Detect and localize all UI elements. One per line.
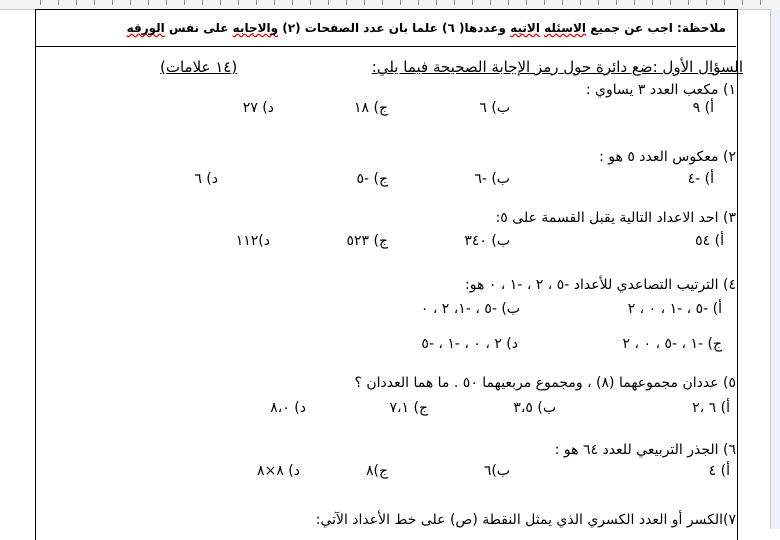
question-1-option-c[interactable]: ج) ١٨ <box>354 100 388 116</box>
ruler-tick <box>40 0 41 5</box>
ruler-tick <box>202 0 203 5</box>
note-text: اجب عن جميع <box>586 21 678 35</box>
question-3-option-d[interactable]: د)١١٢ <box>235 233 270 249</box>
ruler-tick <box>418 0 419 5</box>
question-3-option-a[interactable]: أ) ٥٤ <box>695 233 724 249</box>
question-2-option-a[interactable]: أ) -٤ <box>687 171 714 187</box>
question-3-option-b[interactable]: ب) ٣٤٠ <box>464 233 510 249</box>
ruler-tick <box>760 0 761 5</box>
ruler-tick <box>166 0 167 5</box>
note-text: على نفس <box>164 21 233 35</box>
note-divider <box>36 46 736 47</box>
ruler-tick <box>508 0 509 5</box>
ruler-tick <box>580 0 581 5</box>
question-5-option-b[interactable]: ب) ٣،٥ <box>513 400 556 416</box>
question-3-stem: ٣) احد الاعداد التالية يقبل القسمة على ٥: <box>495 210 736 226</box>
note-text: وعددها( ٦) علما بان عدد الصفحات (٢) <box>278 21 511 35</box>
ruler-tick <box>238 0 239 5</box>
ruler-tick <box>94 0 95 5</box>
section-instruction: ضع دائرة حول رمز الإجابة الصحيحة فيما يلي: <box>371 58 653 76</box>
note-word-misspelled: الاتيه <box>510 21 540 35</box>
question-2-option-b[interactable]: ب) -٦ <box>474 171 510 187</box>
question-1-option-b[interactable]: ب) ٦ <box>479 100 510 116</box>
question-1-option-d[interactable]: د) ٢٧ <box>242 100 274 116</box>
note-word-misspelled: والاجابه <box>232 21 279 35</box>
section-heading: السؤال الأول : <box>652 58 743 76</box>
ruler-tick <box>436 0 437 5</box>
ruler-tick <box>292 0 293 5</box>
ruler-tick <box>382 0 383 5</box>
question-2-option-d[interactable]: د) ٦ <box>194 171 218 187</box>
note-word-misspelled: الورقه <box>126 21 165 35</box>
ruler-tick <box>598 0 599 5</box>
question-6-stem: ٦) الجذر التربيعي للعدد ٦٤ هو : <box>554 442 736 458</box>
question-5-option-d[interactable]: د) ٨،٠ <box>270 400 306 416</box>
ruler-tick <box>364 0 365 5</box>
question-6-option-a[interactable]: أ) ٤ <box>708 463 730 479</box>
ruler-tick <box>526 0 527 5</box>
ruler-tick <box>328 0 329 5</box>
ruler-tick <box>688 0 689 5</box>
ruler-tick <box>544 0 545 5</box>
note-word-misspelled: الاسئله <box>544 21 587 35</box>
section-marks: (١٤ علامات) <box>160 58 238 76</box>
question-4-option-d[interactable]: د) ٢ ، ٠ ، -١ ، -٥ <box>421 336 518 352</box>
ruler-tick <box>472 0 473 5</box>
question-2-option-c[interactable]: ج) -٥ <box>356 171 388 187</box>
question-6-option-d[interactable]: د) ٨×٨ <box>257 463 300 479</box>
question-1-option-a[interactable]: أ) ٩ <box>692 100 714 116</box>
ruler-tick <box>670 0 671 5</box>
question-6-option-b[interactable]: ب)٦ <box>483 463 510 479</box>
question-4-option-b[interactable]: ب) -٥ ، -١، ٢ ، ٠ <box>420 301 520 317</box>
question-4-option-c[interactable]: ج) -١ ، -٥ ، ٠ ، ٢ <box>622 336 722 352</box>
question-5-option-a[interactable]: أ) ٦ ،٢ <box>692 400 730 416</box>
section-title <box>372 58 743 76</box>
question-4-stem: ٤) الترتيب التصاعدي للأعداد -٥ ، ٢ ، -١ ، ٠ هو: <box>465 277 736 293</box>
ruler-tick <box>490 0 491 5</box>
ruler-tick <box>454 0 455 5</box>
ruler-tick <box>400 0 401 5</box>
ruler-tick <box>256 0 257 5</box>
ruler-tick <box>112 0 113 5</box>
ruler-tick <box>706 0 707 5</box>
question-3-option-c[interactable]: ج) ٥٢٣ <box>346 233 388 249</box>
ruler-tick <box>742 0 743 5</box>
ruler-tick <box>724 0 725 5</box>
question-1-stem: ١) مكعب العدد ٣ يساوي : <box>585 82 736 98</box>
question-5-stem: ٥) عددان مجموعهما (٨) ، ومجموع مربعيهما ٥٠ . ما هما العددان ؟ <box>354 375 736 391</box>
question-2-stem: ٢) معكوس العدد ٥ هو : <box>599 149 736 165</box>
ruler-tick <box>310 0 311 5</box>
ruler-tick <box>346 0 347 5</box>
question-7-stem: ٧)الكسر أو العدد الكسري الذي يمثل النقطة (ص) على خط الأعداد الآتي: <box>315 512 736 528</box>
ruler-tick <box>148 0 149 5</box>
ruler-tick <box>184 0 185 5</box>
ruler-tick <box>76 0 77 5</box>
ruler-tick <box>634 0 635 5</box>
instructions-note <box>127 21 726 35</box>
question-5-option-c[interactable]: ج) ٧،١ <box>389 400 428 416</box>
ruler-tick <box>616 0 617 5</box>
question-6-option-c[interactable]: ج)٨ <box>365 463 388 479</box>
question-4-option-a[interactable]: أ) -٥ ، -١ ، ٠ ، ٢ <box>627 301 722 317</box>
ruler-tick <box>220 0 221 5</box>
ruler-tick <box>130 0 131 5</box>
note-prefix: ملاحظة: <box>677 21 726 35</box>
ruler-tick <box>58 0 59 5</box>
ruler-tick <box>274 0 275 5</box>
ruler-tick <box>562 0 563 5</box>
ruler-tick <box>652 0 653 5</box>
vertical-scrollbar[interactable] <box>770 9 780 529</box>
